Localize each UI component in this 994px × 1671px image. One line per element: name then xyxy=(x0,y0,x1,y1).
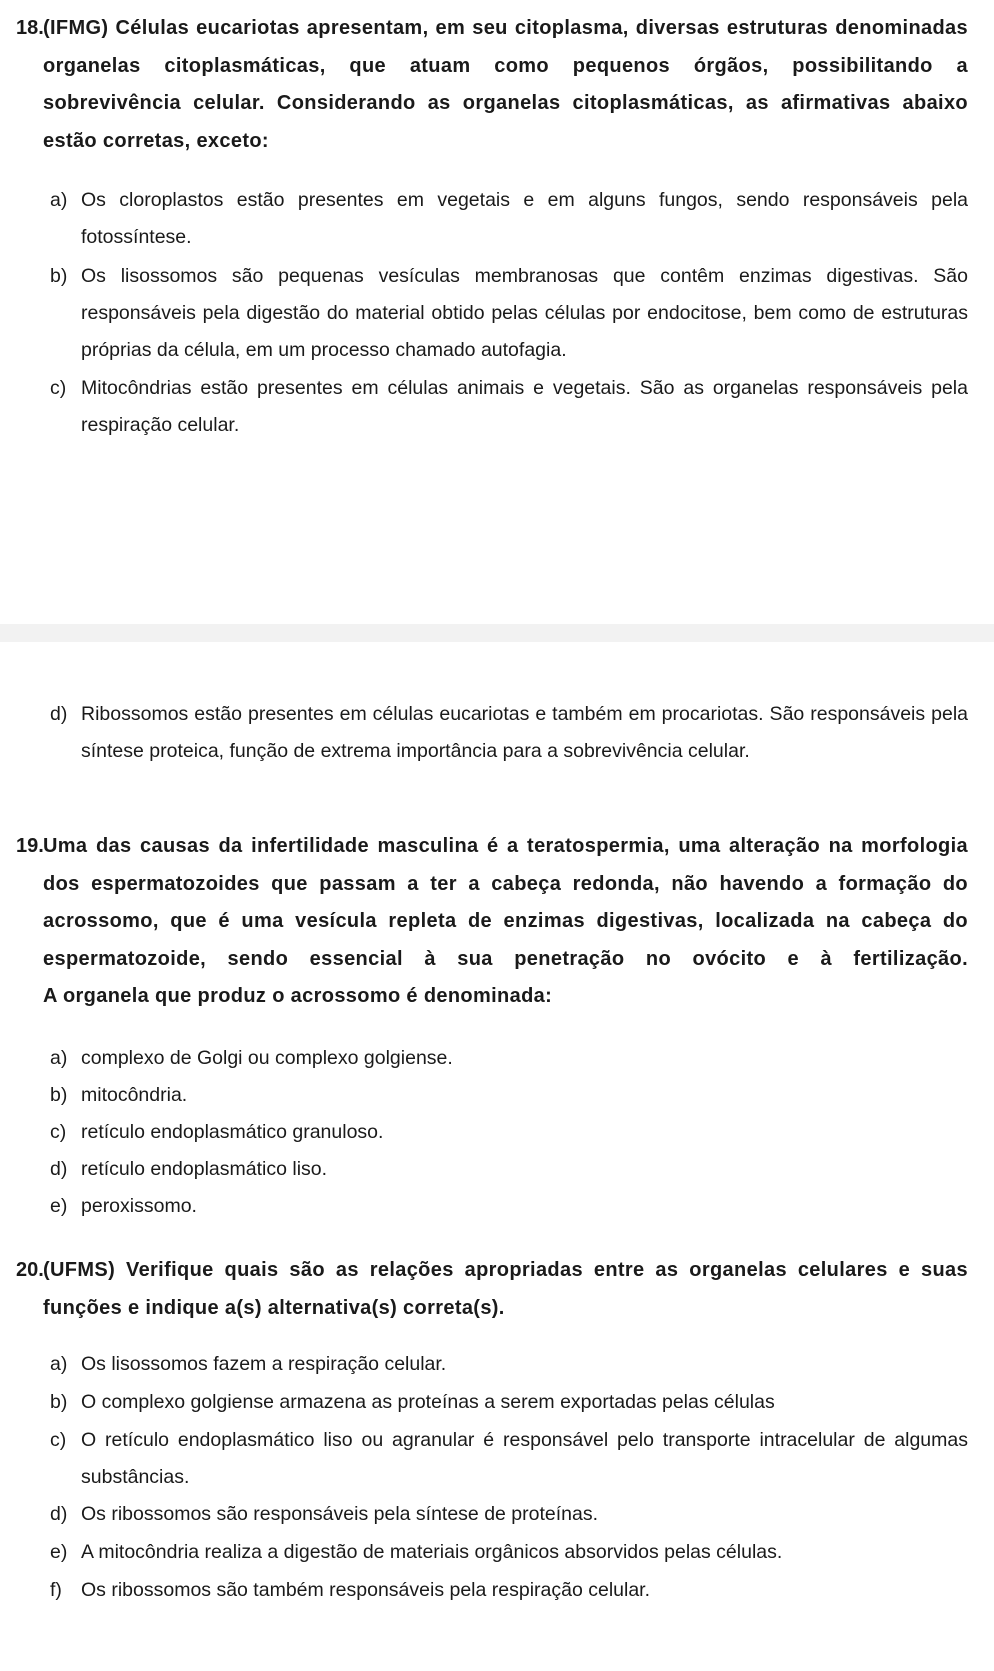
option-letter: c) xyxy=(50,1429,67,1451)
option-letter: f) xyxy=(50,1579,62,1601)
option-text: Os ribossomos são também responsáveis pela respiração celular. xyxy=(81,1579,651,1601)
option-text: O complexo golgiense armazena as proteínas a serem exportadas pelas células xyxy=(81,1391,775,1413)
option-text: retículo endoplasmático granuloso. xyxy=(81,1121,384,1143)
option-text: Os lisossomos fazem a respiração celular. xyxy=(81,1353,447,1375)
option-text: complexo de Golgi ou complexo golgiense. xyxy=(81,1047,453,1069)
question-number: 20. xyxy=(16,1259,44,1281)
option-letter: d) xyxy=(50,1158,68,1180)
option-letter: a) xyxy=(50,1353,68,1375)
option-letter: a) xyxy=(50,1047,68,1069)
option-letter: b) xyxy=(50,265,68,287)
question-number: 19. xyxy=(16,835,44,857)
option-text: Mitocôndrias estão presentes em células animais e vegetais. São as organelas responsáveis pela respiração celular. xyxy=(81,377,968,436)
option-letter: c) xyxy=(50,1121,67,1143)
option-letter: a) xyxy=(50,189,68,211)
option-text: Ribossomos estão presentes em células eucariotas e também em procariotas. São responsáveis pela síntese proteica, função de extrema importância para a sobrevivência celular. xyxy=(81,703,968,762)
option-text: retículo endoplasmático liso. xyxy=(81,1158,328,1180)
question-prompt: A organela que produz o acrossomo é denominada: xyxy=(43,985,553,1007)
question-stem: (UFMS) Verifique quais são as relações apropriadas entre as organelas celulares e suas funções e indique a(s) alternativa(s) correta(s). xyxy=(43,1259,968,1319)
page-break-band xyxy=(0,624,994,642)
option-text: Os ribossomos são responsáveis pela síntese de proteínas. xyxy=(81,1503,599,1525)
question-stem: Uma das causas da infertilidade masculina é a teratospermia, uma alteração na morfologia dos espermatozoides que passam a ter a cabeça redonda, não havendo a formação do acrossomo, que é uma vesícula repleta de enzimas digestivas, localizada na cabeça do espermatozoide, sendo essencial à sua penetração no ovócito e à fertilização. xyxy=(43,835,968,970)
option-letter: e) xyxy=(50,1541,68,1563)
option-text: mitocôndria. xyxy=(81,1084,188,1106)
option-text: peroxissomo. xyxy=(81,1195,197,1217)
option-letter: d) xyxy=(50,703,68,725)
option-text: Os lisossomos são pequenas vesículas membranosas que contêm enzimas digestivas. São responsáveis pela digestão do material obtido pelas células por endocitose, bem como de estruturas próprias da célula, em um processo chamado autofagia. xyxy=(81,265,968,361)
option-text: O retículo endoplasmático liso ou agranular é responsável pelo transporte intracelular de algumas substâncias. xyxy=(81,1429,968,1488)
option-text: A mitocôndria realiza a digestão de materiais orgânicos absorvidos pelas células. xyxy=(81,1541,783,1563)
option-letter: e) xyxy=(50,1195,68,1217)
option-letter: b) xyxy=(50,1084,68,1106)
question-stem: (IFMG) Células eucariotas apresentam, em seu citoplasma, diversas estruturas denominadas organelas citoplasmáticas, que atuam como pequenos órgãos, possibilitando a sobrevivência celular. Considerando as organelas citoplasmáticas, as afirmativas abaixo estão corretas, exceto: xyxy=(43,17,968,152)
option-letter: c) xyxy=(50,377,67,399)
option-text: Os cloroplastos estão presentes em vegetais e em alguns fungos, sendo responsáveis pela fotossíntese. xyxy=(81,189,968,248)
option-letter: b) xyxy=(50,1391,68,1413)
question-number: 18. xyxy=(16,17,44,39)
option-letter: d) xyxy=(50,1503,68,1525)
